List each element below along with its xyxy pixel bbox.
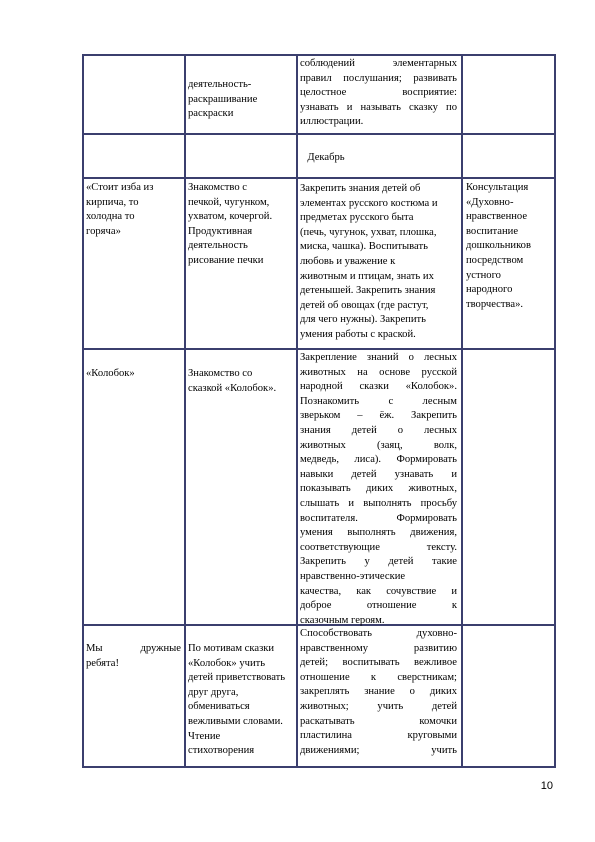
- cell-text-line: миска, чашка). Воспитывать: [300, 241, 428, 253]
- cell-text-line: предметах русского быта: [300, 212, 414, 224]
- cell-text-line: Знакомство с: [188, 182, 247, 193]
- cell-text-line: рисование печки: [188, 254, 264, 266]
- cell-text-line: показывать диких животных,: [300, 483, 457, 495]
- cell-text-line: Способствовать духовно-: [300, 628, 457, 639]
- row2-col1-cell: [86, 367, 181, 382]
- table-border: [82, 766, 556, 768]
- cell-text-line: устного: [466, 269, 501, 281]
- table-border: [82, 177, 556, 179]
- cell-text-line: детей об овощах (где растут,: [300, 299, 429, 311]
- cell-text-line: медведь, лиса). Формировать: [300, 454, 457, 466]
- cell-text-line: народной сказки «Колобок».: [300, 381, 457, 393]
- cell-text-line: воспитание: [466, 225, 519, 237]
- table-border: [82, 54, 556, 56]
- table-border: [82, 133, 556, 135]
- row3-col2-cell: [188, 642, 298, 759]
- row3-col1-cell: [86, 642, 181, 671]
- cell-text-line: дошкольников: [466, 240, 531, 252]
- cell-text-line: нравственному развитию: [300, 642, 457, 654]
- cell-text-line: раскатывать комочки: [300, 715, 457, 727]
- cell-text-line: навыки детей узнавать и: [300, 468, 457, 480]
- cell-text-line: сказкой «Колобок».: [188, 382, 277, 394]
- cell-text-line: животных; учить детей: [300, 700, 457, 712]
- schedule-table: [82, 54, 556, 768]
- cell-text-line: Знакомство со: [188, 368, 253, 379]
- row2-col2-cell: [188, 367, 294, 396]
- cell-text-line: пластилина круговыми: [300, 730, 457, 742]
- cell-text-line: животным и птицам, знать их: [300, 270, 434, 282]
- cell-text-line: кирпича, то: [86, 196, 139, 208]
- cell-text-line: друг друга,: [188, 686, 239, 698]
- cell-text-line: холодна то: [86, 211, 135, 223]
- cell-text-line: детей приветствовать: [188, 672, 286, 684]
- cell-text-line: умения работы с краской.: [300, 328, 416, 340]
- row2-col3-cell: [300, 351, 457, 628]
- cell-text-line: умения выполнять движения,: [300, 527, 457, 539]
- cell-text-line: любовь и уважение к: [300, 255, 396, 267]
- cell-text-line: (печь, чугунок, ухват, плошка,: [300, 226, 437, 238]
- cell-text-line: иллюстрации.: [300, 116, 364, 128]
- cell-text-line: раскрашивание: [188, 93, 258, 105]
- cell-text-line: Закрепить у детей такие: [300, 556, 457, 568]
- cell-text-line: доброе отношение к: [300, 600, 457, 612]
- row3-col3-cell: [300, 627, 457, 758]
- cell-text-line: движениями; учить: [300, 744, 457, 756]
- cell-text-line: деятельность: [188, 240, 248, 252]
- cell-text-line: слышать и выполнять просьбу: [300, 497, 457, 509]
- row1-col4-cell: [466, 181, 554, 312]
- cell-text-line: детей; воспитывать вежливое: [300, 657, 457, 669]
- cell-text-line: «Стоит изба из: [86, 182, 154, 193]
- cell-text-line: детенышей. Закрепить знания: [300, 285, 436, 297]
- cell-text-line: Консультация: [466, 182, 529, 193]
- table-border: [82, 54, 84, 768]
- cell-text-line: «Колобок» учить: [188, 657, 266, 669]
- cell-text-line: сказочным героям.: [300, 614, 385, 626]
- row0-col2-cell: [188, 78, 292, 122]
- cell-text-line: деятельность-: [188, 79, 252, 90]
- cell-text-line: творчества».: [466, 298, 524, 310]
- cell-text-line: воспитателя. Формировать: [300, 512, 457, 524]
- cell-text-line: посредством: [466, 254, 524, 266]
- table-border: [554, 54, 556, 768]
- cell-text-line: нравственное: [466, 211, 528, 223]
- cell-text-line: «Колобок»: [86, 368, 135, 379]
- cell-text-line: Закрепить знания детей об: [300, 183, 421, 194]
- cell-text-line: соответствующие тексту.: [300, 541, 457, 553]
- table-border: [82, 348, 556, 350]
- row1-col2-cell: [188, 181, 294, 269]
- month-heading: Декабрь: [307, 152, 345, 163]
- cell-text-line: Закрепление знаний о лесных: [300, 352, 457, 363]
- cell-text-line: соблюдений элементарных: [300, 58, 457, 69]
- cell-text-line: животных (заяц, волк,: [300, 439, 457, 451]
- cell-text-line: вежливыми словами.: [188, 715, 283, 727]
- cell-text-line: целостное восприятие:: [300, 87, 457, 99]
- page-number: 10: [540, 780, 553, 792]
- cell-text-line: По мотивам сказки: [188, 643, 275, 654]
- cell-text-line: знания детей о лесных: [300, 424, 457, 436]
- row0-col3-cell: [300, 57, 457, 130]
- cell-text-line: стихотворения: [188, 745, 255, 757]
- cell-text-line: ухватом, кочергой.: [188, 211, 273, 223]
- cell-text-line: зверьком – ёж. Закрепить: [300, 410, 457, 422]
- cell-text-line: для чего нужны). Закрепить: [300, 314, 426, 326]
- cell-text-line: Чтение: [188, 730, 221, 742]
- cell-text-line: закреплять знание о диких: [300, 686, 457, 698]
- cell-text-line: ребята!: [86, 657, 119, 669]
- cell-text-line: узнавать и называть сказку по: [300, 101, 457, 113]
- cell-text-line: отношение к сверстникам;: [300, 671, 457, 683]
- cell-text-line: нравственно-этические: [300, 570, 406, 582]
- cell-text-line: «Духовно-: [466, 196, 514, 208]
- cell-text-line: обмениваться: [188, 701, 250, 713]
- cell-text-line: животных на основе русской: [300, 366, 457, 378]
- cell-text-line: качества, как сочувствие и: [300, 585, 457, 597]
- cell-text-line: Мы дружные: [86, 643, 181, 654]
- cell-text-line: элементах русского костюма и: [300, 197, 438, 209]
- cell-text-line: народного: [466, 284, 513, 296]
- row1-col1-cell: [86, 181, 181, 239]
- cell-text-line: горяча»: [86, 225, 121, 237]
- cell-text-line: раскраски: [188, 108, 234, 120]
- cell-text-line: правил послушания; развивать: [300, 72, 457, 84]
- cell-text-line: печкой, чугунком,: [188, 196, 270, 208]
- cell-text-line: Продуктивная: [188, 225, 253, 237]
- row1-col3-cell: [300, 182, 458, 343]
- cell-text-line: Познакомить с лесным: [300, 395, 457, 407]
